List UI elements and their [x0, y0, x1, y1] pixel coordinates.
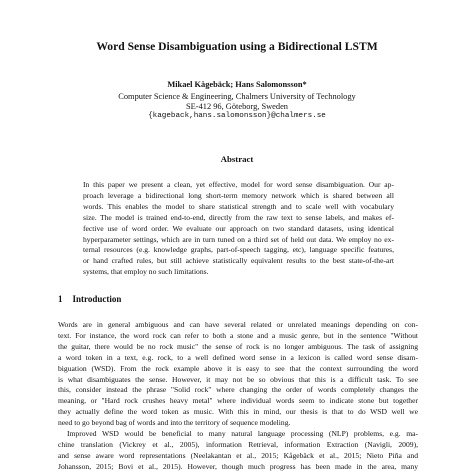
- body-line: Improved WSD would be beneficial to many natural language processing (NLP) problems, e.g. ma-: [67, 429, 418, 439]
- abstract-line: fective use of word order. We evaluate our approach on two standard datasets, using identical: [83, 223, 394, 233]
- abstract-line: hyperparameter settings, which are in turn tuned on a third set of held out data. We employ no ex-: [83, 234, 394, 244]
- section-number: 1: [58, 294, 63, 304]
- abstract-line: In this paper we present a clean, yet effective, model for word sense disambiguation. Our ap-: [83, 180, 394, 189]
- abstract-line: size. The model is trained end-to-end, directly from the raw text to sense labels, and makes ef-: [83, 212, 394, 222]
- body-line: Words are in general ambiguous and can have several related or unrelated meanings depending on con-: [58, 320, 418, 329]
- section-heading-introduction: [58, 294, 121, 304]
- body-line: they actually define the word token as music. With this in mind, our thesis is that to do WSD well we: [58, 407, 418, 417]
- abstract-body: [83, 180, 394, 278]
- abstract-line: ternal resources (e.g. knowledge graphs, part-of-speech tagging, etc), language specific features,: [83, 245, 394, 255]
- body-line: the guitar, there would be no rock music" the sense of rock is no longer ambiguous. The task of assigning: [58, 341, 418, 351]
- section-title: Introduction: [72, 294, 122, 304]
- paper-title: Word Sense Disambiguation using a Bidirectional LSTM: [96, 40, 378, 53]
- introduction-paragraph-1: [58, 320, 418, 429]
- body-line: and sense aware word representations (Neelakantan et al., 2015; Kågebäck et al., 2015; Nieto Piña and: [58, 450, 418, 460]
- body-line: is what disambiguates the sense. However, it may not be so obvious that this is a difficult task. To see: [58, 374, 418, 384]
- body-line: chine translation (Vickrey et al., 2005), information Retrieval, information Extraction (Navigli, 2009),: [58, 439, 418, 449]
- abstract-heading: Abstract: [220, 154, 254, 164]
- introduction-body: [58, 320, 418, 473]
- abstract-line: proach leverage a bidirectional long short-term memory network which is shared between all: [83, 190, 394, 200]
- body-line: Johansson, 2015; Bovi et al., 2015). However, though much progress has been made in the area, many: [58, 461, 418, 471]
- body-line: text. For instance, the word rock can refer to both a stone and a music genre, but in the sentence "Without: [58, 330, 418, 340]
- abstract-line: systems, that employ no such limitations.: [83, 267, 209, 277]
- body-line: meaning, or "Hard rock crushes heavy metal" where individual words seem to indicate stone but together: [58, 396, 418, 406]
- affiliation-line-1: Computer Science & Engineering, Chalmers University of Technology: [118, 92, 356, 101]
- paper-authors: Mikael Kågebäck; Hans Salomonsson*: [167, 80, 307, 89]
- introduction-paragraph-2: [58, 429, 418, 473]
- body-line: biguation (WSD). From the rock example above it is easy to see that the context surrounding the word: [58, 363, 418, 373]
- body-line: this, consider instead the phrase "Solid rock" where changing the order of words completely changes the: [58, 385, 418, 395]
- body-line: need to go beyond bag of words and into the territory of sequence modeling.: [58, 418, 291, 428]
- affiliation-line-2: SE-412 96, Göteborg, Sweden: [186, 102, 288, 111]
- author-email: {kageback,hans.salomonsson}@chalmers.se: [148, 112, 326, 120]
- body-line: a word token in a text, e.g. rock, to a well defined word sense in a lexicon is called word sense disam-: [58, 352, 418, 362]
- abstract-line: or hand crafted rules, but still achieve statistically equivalent results to the best state-of-the-art: [83, 256, 394, 266]
- abstract-line: words. This enables the model to share statistical strength and to scale well with vocabulary: [83, 201, 394, 211]
